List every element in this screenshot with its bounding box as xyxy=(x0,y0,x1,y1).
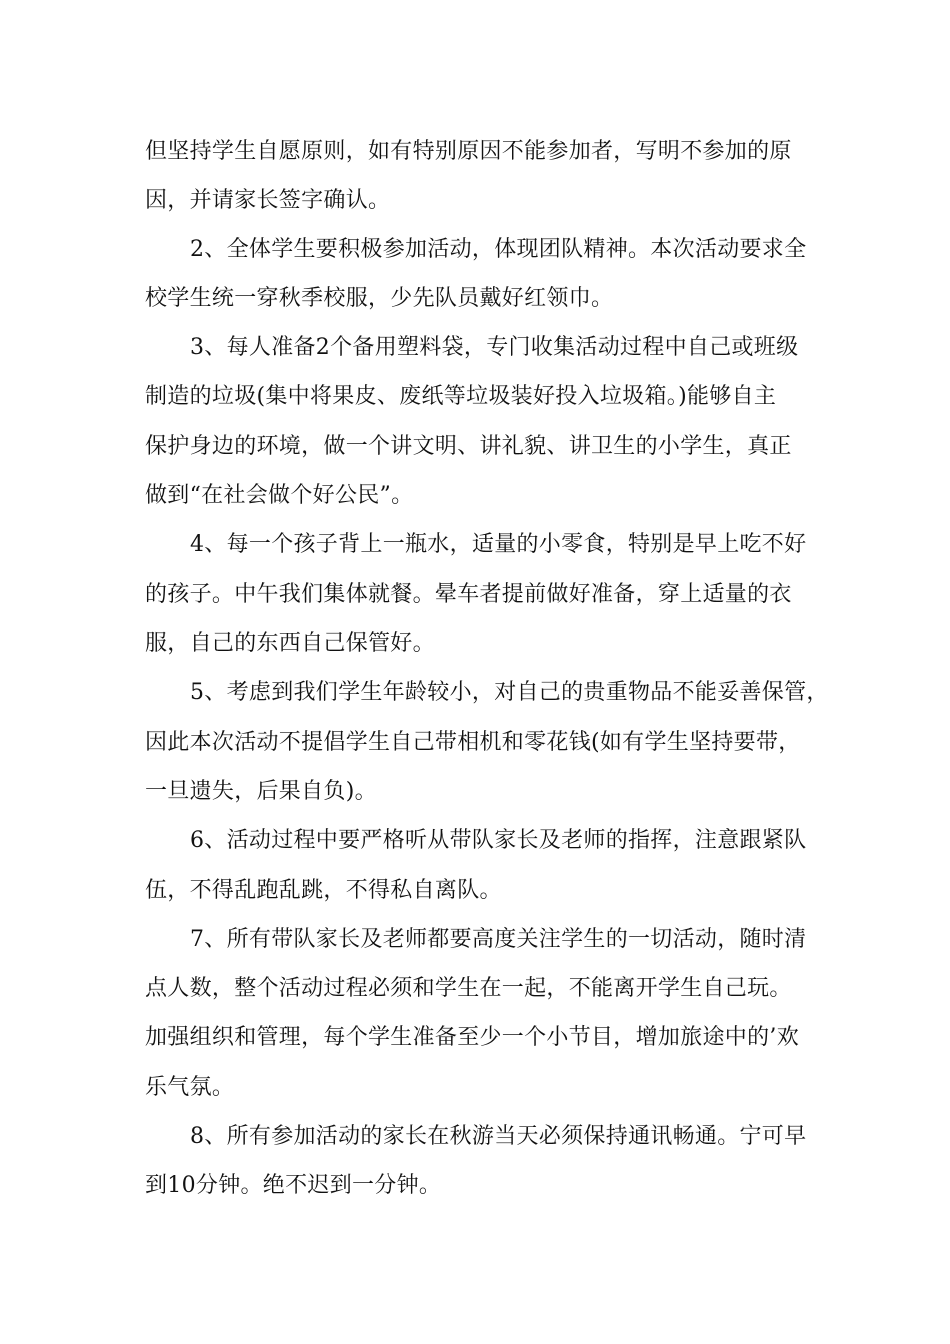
text-line: 8、所有参加活动的家长在秋游当天必须保持通讯畅通。宁可早 xyxy=(190,1124,807,1149)
text-line: 因此本次活动不提倡学生自己带相机和零花钱(如有学生坚持要带， xyxy=(145,730,801,755)
text-line: 一旦遗失，后果自负)。 xyxy=(145,779,377,804)
text-line: 加强组织和管理，每个学生准备至少一个小节目，增加旅途中的’欢 xyxy=(145,1025,799,1050)
text-line: 6、活动过程中要严格听从带队家长及老师的指挥，注意跟紧队 xyxy=(190,828,807,853)
text-line: 点人数，整个活动过程必须和学生在一起，不能离开学生自己玩。 xyxy=(145,976,792,1001)
text-line: 保护身边的环境，做一个讲文明、讲礼貌、讲卫生的小学生，真正 xyxy=(145,434,792,459)
text-line: 校学生统一穿秋季校服，少先队员戴好红领巾。 xyxy=(145,286,614,311)
text-line: 伍，不得乱跑乱跳，不得私自离队。 xyxy=(145,878,502,903)
text-line: 制造的垃圾(集中将果皮、废纸等垃圾装好投入垃圾箱。)能够自主 xyxy=(145,384,777,409)
text-line: 到10分钟。绝不迟到一分钟。 xyxy=(145,1173,442,1198)
text-line: 3、每人准备2个备用塑料袋，专门收集活动过程中自己或班级 xyxy=(190,335,799,360)
text-line: 7、所有带队家长及老师都要高度关注学生的一切活动，随时清 xyxy=(190,927,807,952)
text-line: 因，并请家长签字确认。 xyxy=(145,188,391,213)
text-line: 4、每一个孩子背上一瓶水，适量的小零食，特别是早上吃不好 xyxy=(190,532,807,557)
text-line: 的孩子。中午我们集体就餐。晕车者提前做好准备，穿上适量的衣 xyxy=(145,582,792,607)
text-line: 服，自己的东西自己保管好。 xyxy=(145,631,435,656)
text-line: 乐气氛。 xyxy=(145,1075,235,1100)
text-line: 5、考虑到我们学生年龄较小，对自己的贵重物品不能妥善保管， xyxy=(190,680,829,705)
text-line: 做到“在社会做个好公民”。 xyxy=(145,483,414,508)
text-line: 2、全体学生要积极参加活动，体现团队精神。本次活动要求全 xyxy=(190,237,807,262)
text-line: 但坚持学生自愿原则，如有特别原因不能参加者，写明不参加的原 xyxy=(145,139,792,164)
